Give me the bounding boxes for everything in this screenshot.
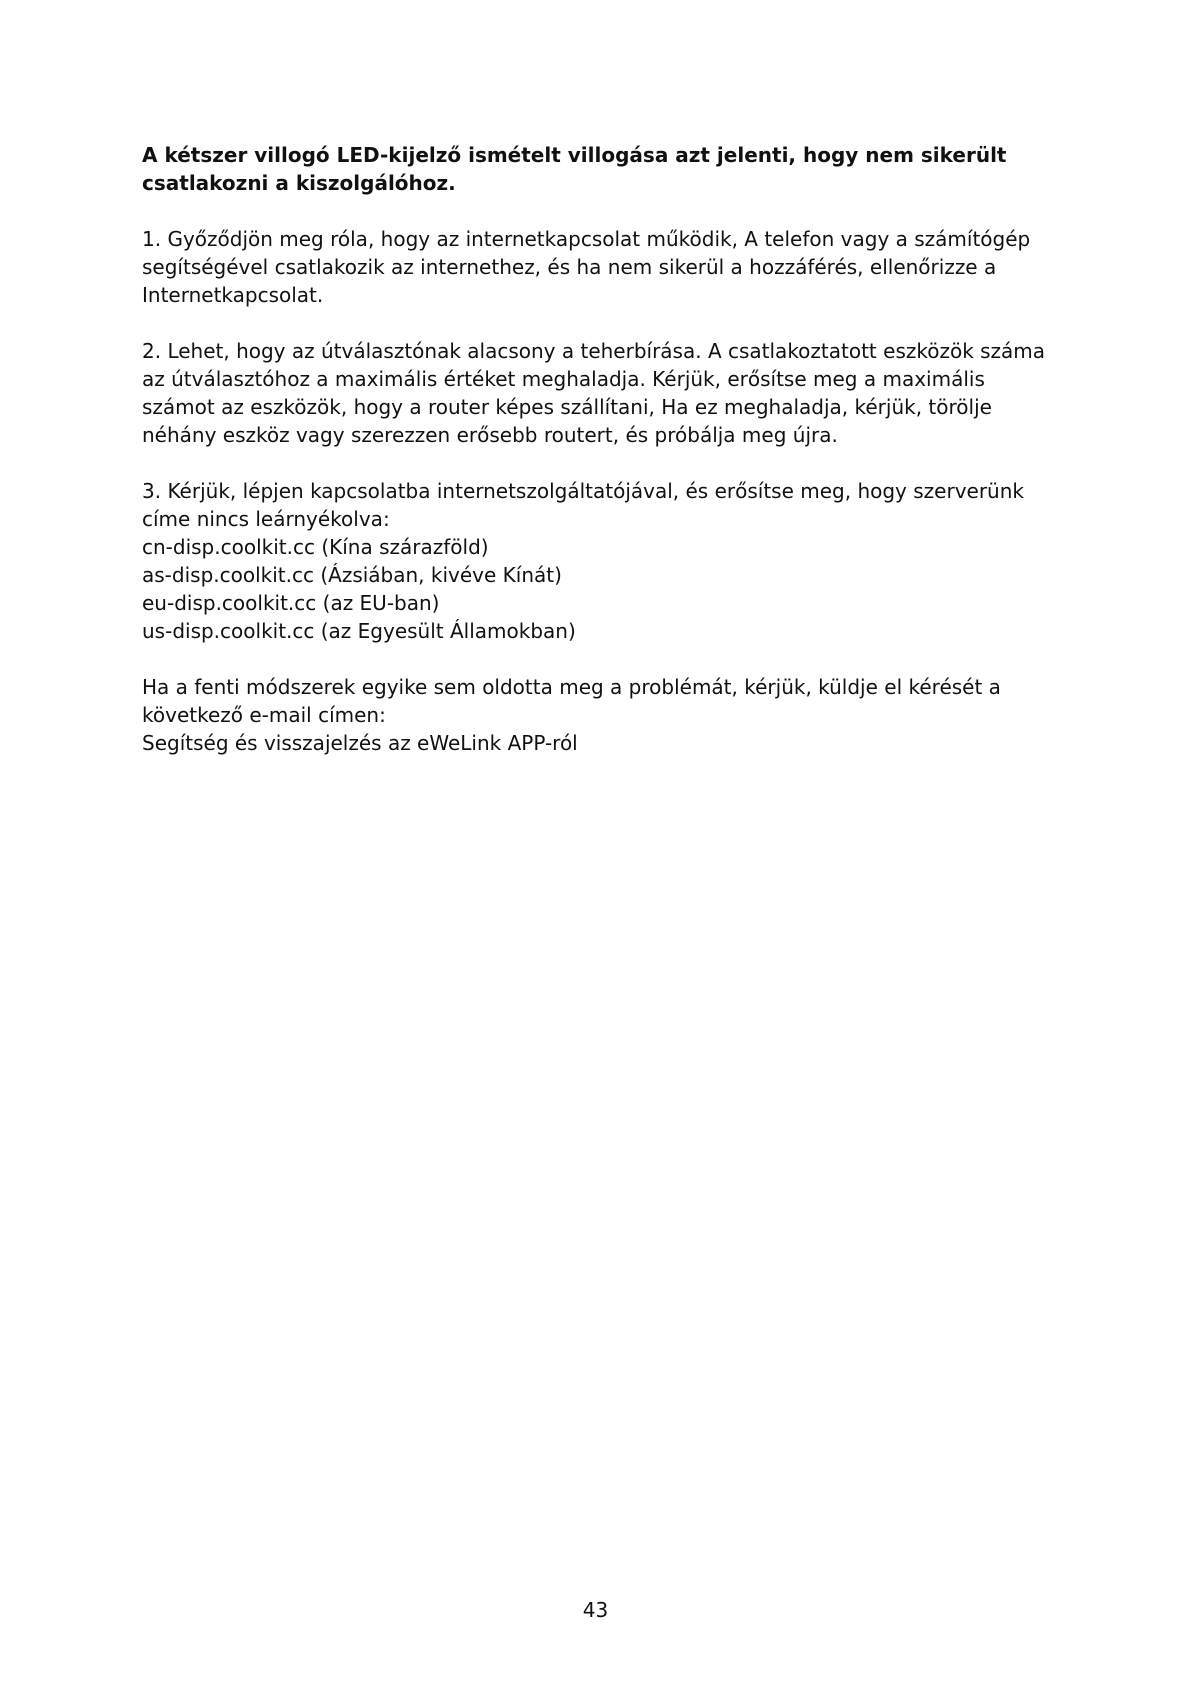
paragraph-line: segítségével csatlakozik az internethez, és ha nem sikerül a hozzáférés, ellenőrizze a [142, 255, 997, 279]
paragraph-line: Ha a fenti módszerek egyike sem oldotta meg a problémát, kérjük, küldje el kérését a [142, 675, 1001, 699]
paragraph-isp-servers [142, 477, 1052, 645]
paragraph-line: 2. Lehet, hogy az útválasztónak alacsony a teherbírása. A csatlakoztatott eszközök száma [142, 339, 1046, 363]
paragraph-line: Segítség és visszajelzés az eWeLink APP-ról [142, 731, 578, 755]
server-address-line: cn-disp.coolkit.cc (Kína szárazföld) [142, 535, 489, 559]
server-address-line: us-disp.coolkit.cc (az Egyesült Államokban) [142, 619, 576, 643]
paragraph-line: címe nincs leárnyékolva: [142, 507, 390, 531]
heading-line: A kétszer villogó LED-kijelző ismételt villogása azt jelenti, hogy nem sikerült [142, 143, 1007, 167]
paragraph-line: 1. Győződjön meg róla, hogy az internetkapcsolat működik, A telefon vagy a számítógép [142, 227, 1031, 251]
paragraph-internet-check [142, 225, 1052, 309]
page-content [142, 141, 1052, 785]
page-number: 43 [582, 1598, 609, 1622]
paragraph-line: számot az eszközök, hogy a router képes szállítani, Ha ez meghaladja, kérjük, törölje [142, 395, 992, 419]
paragraph-line: az útválasztóhoz a maximális értéket meghaladja. Kérjük, erősítse meg a maximális [142, 367, 985, 391]
paragraph-line: 3. Kérjük, lépjen kapcsolatba internetszolgáltatójával, és erősítse meg, hogy szerverünk [142, 479, 1024, 503]
paragraph-line: néhány eszköz vagy szerezzen erősebb routert, és próbálja meg újra. [142, 423, 838, 447]
paragraph-router-capacity [142, 337, 1052, 449]
server-address-line: as-disp.coolkit.cc (Ázsiában, kivéve Kínát) [142, 563, 562, 587]
paragraph-line: Internetkapcsolat. [142, 283, 324, 307]
section-heading [142, 141, 1052, 197]
server-address-line: eu-disp.coolkit.cc (az EU-ban) [142, 591, 440, 615]
paragraph-contact [142, 673, 1052, 757]
heading-line: csatlakozni a kiszolgálóhoz. [142, 171, 456, 195]
paragraph-line: következő e-mail címen: [142, 703, 386, 727]
